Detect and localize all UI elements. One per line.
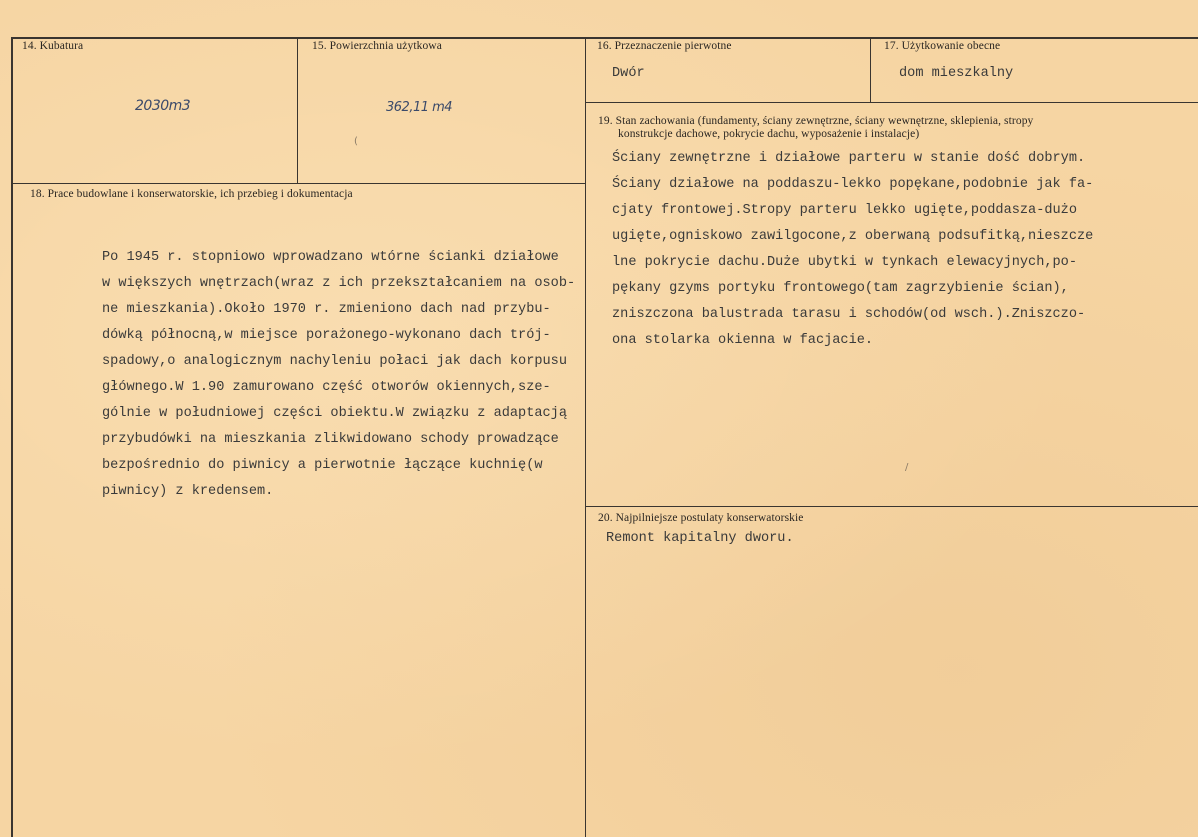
field-18-line: gólnie w południowej części obiektu.W związku z adaptacją	[102, 406, 567, 421]
left-border	[11, 37, 13, 837]
field-19-line: ona stolarka okienna w facjacie.	[612, 333, 874, 348]
field-18-line: piwnicy) z kredensem.	[102, 484, 274, 499]
field-17-value: dom mieszkalny	[899, 66, 1014, 81]
field-19-line: lne pokrycie dachu.Duże ubytki w tynkach elewacyjnych,po-	[612, 255, 1077, 270]
field-19-line: Ściany działowe na poddaszu-lekko popękane,podobnie jak fa-	[612, 177, 1094, 192]
field-14-label: 14. Kubatura	[22, 40, 84, 52]
top-border	[11, 37, 1198, 39]
field-18-line: dówką północną,w miejsce porażonego-wykonano dach trój-	[102, 328, 551, 343]
field-19-text	[612, 146, 1093, 354]
field-19-label-cont: konstrukcje dachowe, pokrycie dachu, wyposażenie i instalacje)	[618, 128, 920, 140]
field-18-line: przybudówki na mieszkania zlikwidowano schody prowadzące	[102, 432, 559, 447]
divider-h-16-19	[586, 102, 1198, 103]
field-19-line: Ściany zewnętrzne i działowe parteru w stanie dość dobrym.	[612, 151, 1086, 166]
field-18-line: spadowy,o analogicznym nachyleniu połaci jak dach korpusu	[102, 354, 567, 369]
field-19-label: 19. Stan zachowania (fundamenty, ściany zewnętrzne, ściany wewnętrzne, sklepienia, stropy	[598, 115, 1034, 127]
field-14-value: 2030m3	[135, 98, 191, 114]
field-16-label: 16. Przeznaczenie pierwotne	[597, 40, 732, 52]
field-18-line: ne mieszkania).Około 1970 r. zmieniono dach nad przybu-	[102, 302, 551, 317]
field-20-label: 20. Najpilniejsze postulaty konserwatorskie	[598, 512, 804, 524]
field-18-line: Po 1945 r. stopniowo wprowadzano wtórne ścianki działowe	[102, 250, 559, 265]
field-18-line: bezpośrednio do piwnicy a pierwotnie łączące kuchnię(w	[102, 458, 543, 473]
field-15-label: 15. Powierzchnia użytkowa	[312, 40, 442, 52]
field-19-line: cjaty frontowej.Stropy parteru lekko ugięte,poddasza-dużo	[612, 203, 1077, 218]
field-19-line: zniszczona balustrada tarasu i schodów(od wsch.).Zniszczo-	[612, 307, 1086, 322]
field-20-value: Remont kapitalny dworu.	[606, 531, 794, 546]
pencil-mark: /	[905, 462, 909, 473]
field-18-text	[102, 245, 575, 505]
divider-h-14-18	[11, 183, 586, 184]
divider-v-main	[585, 37, 586, 837]
divider-v-16-17	[870, 37, 871, 102]
field-19-line: ugięte,ogniskowo zawilgocone,z oberwaną podsufitką,nieszcze	[612, 229, 1094, 244]
field-15-value: 362,11 m4	[386, 100, 453, 115]
field-18-line: głównego.W 1.90 zamurowano część otworów okiennych,sze-	[102, 380, 551, 395]
divider-v-14-15	[297, 37, 298, 183]
field-18-line: w większych wnętrzach(wraz z ich przekształcaniem na osob-	[102, 276, 576, 291]
field-17-label: 17. Użytkowanie obecne	[884, 40, 1001, 52]
divider-h-19-20	[586, 506, 1198, 507]
field-18-label: 18. Prace budowlane i konserwatorskie, ich przebieg i dokumentacja	[30, 188, 353, 200]
field-19-line: pękany gzyms portyku frontowego(tam zagrzybienie ścian),	[612, 281, 1069, 296]
pencil-mark: (	[354, 136, 358, 147]
field-16-value: Dwór	[612, 66, 645, 81]
